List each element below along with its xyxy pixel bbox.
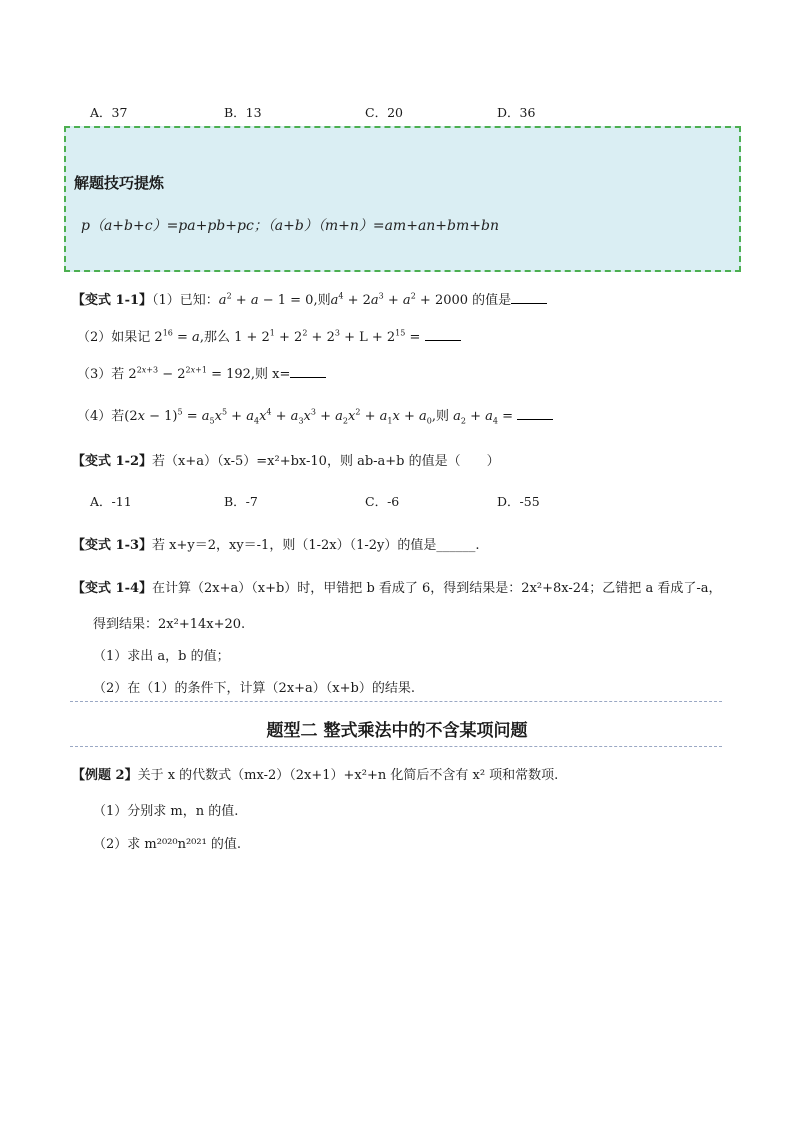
example-2-text: 关于 x 的代数式（mx-2）（2x+1）+x²+n 化简后不含有 x² 项和常数项. xyxy=(137,768,559,783)
variant-1-1-part2: （2）如果记 $2^{16} = a$,那么 $1 + 2^1 + 2^2 + 2^3 + L + 2^{15}$ = xyxy=(77,326,461,345)
option-c: C．20 xyxy=(365,105,403,120)
variant-1-4-q1: （1）求出 a，b 的值； xyxy=(93,649,230,664)
section-divider-top xyxy=(70,701,722,702)
example-2 xyxy=(72,764,558,783)
tip-box xyxy=(64,126,741,272)
section-divider-bottom xyxy=(70,746,722,747)
variant-1-2 xyxy=(72,450,500,469)
variant-1-1-part4: （4）若$(2x - 1)^5 = a_5x^5 + a_4x^4 + a_3x^3 + a_2x^2 + a_1x + a_0$,则 $a_2 + a_4$ = xyxy=(77,405,553,424)
option-d: D．-55 xyxy=(497,494,540,509)
answer-blank xyxy=(517,407,553,420)
variant-tag: 【变式 1-1】 xyxy=(72,293,153,308)
answer-blank xyxy=(425,328,461,341)
answer-blank xyxy=(290,365,326,378)
example-tag: 【例题 2】 xyxy=(72,768,138,783)
variant-1-3 xyxy=(72,534,480,553)
option-a: A．-11 xyxy=(90,494,132,509)
variant-tag: 【变式 1-3】 xyxy=(72,538,153,553)
example-2-q1: （1）分别求 m，n 的值. xyxy=(93,804,239,819)
variant-1-3-text: 若 x+y＝2，xy＝-1，则（1-2x）（1-2y）的值是______. xyxy=(152,538,480,553)
tip-title: 解题技巧提炼 xyxy=(74,174,165,192)
variant-1-4-q2: （2）在（1）的条件下，计算（2x+a）（x+b）的结果. xyxy=(93,681,415,696)
variant-1-4-line1: 在计算（2x+a）（x+b）时，甲错把 b 看成了 6，得到结果是：2x²+8x-24；乙错把 a 看成了-a， xyxy=(152,581,722,596)
variant-1-1-part3: （3）若 $2^{2x+3} - 2^{2x+1} = 192$,则 x= xyxy=(77,363,326,382)
section-title: 题型二 整式乘法中的不含某项问题 xyxy=(266,721,528,741)
option-a: A．37 xyxy=(90,105,128,120)
variant-1-4-line2: 得到结果：2x²+14x+20. xyxy=(93,617,246,632)
variant-1-1-part1: 【变式 1-1】（1）已知：$a^2 + a - 1 = 0$,则$a^4 + 2a^3 + a^2 + 2000$ 的值是 xyxy=(72,289,547,308)
variant-tag: 【变式 1-4】 xyxy=(72,581,153,596)
option-b: B．13 xyxy=(224,105,262,120)
option-c: C．-6 xyxy=(365,494,400,509)
example-2-q2: （2）求 m²⁰²⁰n²⁰²¹ 的值. xyxy=(93,837,242,852)
answer-blank xyxy=(511,291,547,304)
option-b: B．-7 xyxy=(224,494,258,509)
variant-tag: 【变式 1-2】 xyxy=(72,454,153,469)
tip-formula: p（a+b+c）=pa+pb+pc；（a+b）（m+n）=am+an+bm+bn xyxy=(81,218,499,234)
variant-1-4 xyxy=(72,577,721,596)
variant-1-2-text: 若（x+a）（x-5）=x²+bx-10，则 ab-a+b 的值是（ ） xyxy=(152,454,500,469)
option-d: D．36 xyxy=(497,105,536,120)
